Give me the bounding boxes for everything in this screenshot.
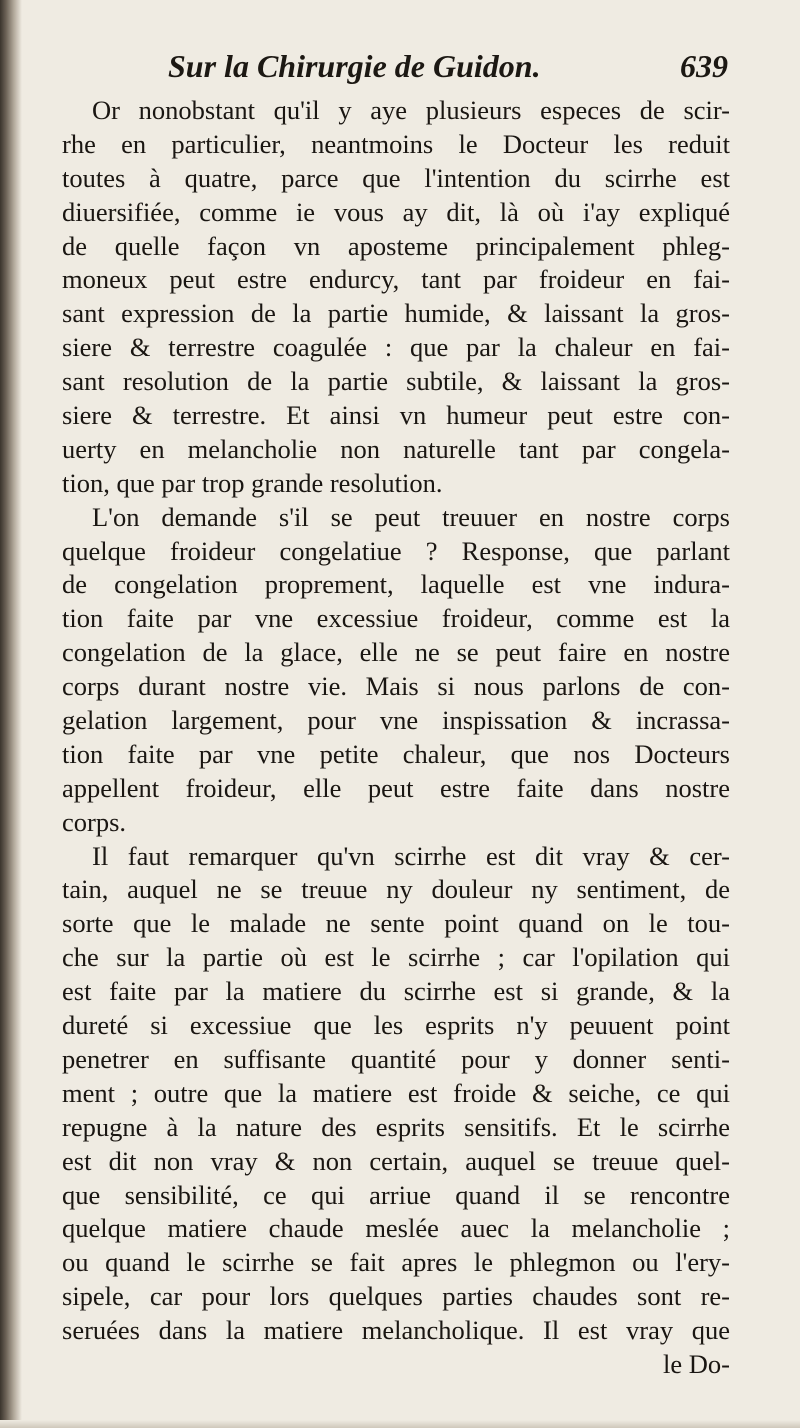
- text-line: corps durant nostre vie. Mais si nous parlons de con-: [62, 671, 730, 702]
- text-line: tain, auquel ne se treuue ny douleur ny sentiment, de: [62, 874, 730, 905]
- text-line: gelation largement, pour vne inspissation & incrassa-: [62, 705, 730, 736]
- text-line: Il faut remarquer qu'vn scirrhe est dit vray & cer-: [92, 840, 730, 871]
- text-line: sant resolution de la partie subtile, & laissant la gros-: [62, 366, 730, 397]
- text-line: siere & terrestre. Et ainsi vn humeur peut estre con-: [62, 400, 730, 431]
- text-line: le Do-: [663, 1348, 730, 1379]
- text-line: moneux peut estre endurcy, tant par froideur en fai-: [62, 264, 730, 295]
- page-header: [168, 44, 728, 94]
- text-line: tion faite par vne petite chaleur, que nos Docteurs: [62, 738, 730, 769]
- text-line: rhe en particulier, neantmoins le Docteur les reduit: [62, 128, 730, 159]
- text-line: che sur la partie où est le scirrhe ; car l'opilation qui: [62, 942, 730, 973]
- text-line: est dit non vray & non certain, auquel se treuue quel-: [62, 1145, 730, 1176]
- body-text: [62, 94, 730, 1382]
- text-line: seruées dans la matiere melancholique. Il est vray que: [62, 1315, 730, 1346]
- text-line: penetrer en suffisante quantité pour y donner senti-: [62, 1043, 730, 1074]
- text-line: tion, que par trop grande resolution.: [62, 467, 443, 498]
- text-line: L'on demande s'il se peut treuuer en nostre corps: [92, 501, 730, 532]
- running-title: Sur la Chirurgie de Guidon.: [168, 48, 541, 84]
- text-line: appellent froideur, elle peut estre faite dans nostre: [62, 772, 730, 803]
- text-line: congelation de la glace, elle ne se peut faire en nostre: [62, 637, 730, 668]
- text-line: toutes à quatre, parce que l'intention du scirrhe est: [62, 162, 730, 193]
- text-line: uerty en melancholie non naturelle tant par congela-: [62, 433, 730, 464]
- text-line: ment ; outre que la matiere est froide & seiche, ce qui: [62, 1077, 730, 1108]
- text-line: dureté si excessiue que les esprits n'y peuuent point: [62, 1010, 730, 1041]
- text-line: Or nonobstant qu'il y aye plusieurs especes de scir-: [92, 95, 730, 125]
- text-line: quelque froideur congelatiue ? Response, que parlant: [62, 535, 730, 566]
- text-line: ou quand le scirrhe se fait apres le phlegmon ou l'ery-: [62, 1247, 730, 1278]
- page-number: 639: [680, 48, 728, 84]
- text-line: de congelation proprement, laquelle est vne indura-: [62, 569, 730, 600]
- text-line: tion faite par vne excessiue froideur, comme est la: [62, 603, 730, 634]
- text-line: sant expression de la partie humide, & laissant la gros-: [62, 298, 730, 329]
- page-bottom-edge: [0, 1420, 800, 1428]
- text-line: quelque matiere chaude meslée auec la melancholie ;: [62, 1213, 730, 1244]
- text-line: siere & terrestre coagulée : que par la chaleur en fai-: [62, 332, 730, 363]
- text-line: sorte que le malade ne sente point quand on le tou-: [62, 908, 730, 939]
- text-line: que sensibilité, ce qui arriue quand il se rencontre: [62, 1179, 730, 1210]
- text-line: diuersifiée, comme ie vous ay dit, là où i'ay expliqué: [62, 196, 730, 227]
- text-line: de quelle façon vn aposteme principalement phleg-: [62, 230, 730, 261]
- page-gutter-shadow: [0, 0, 22, 1428]
- text-line: est faite par la matiere du scirrhe est si grande, & la: [62, 976, 730, 1007]
- text-line: sipele, car pour lors quelques parties chaudes sont re-: [62, 1281, 730, 1312]
- text-line: corps.: [62, 806, 127, 837]
- text-line: repugne à la nature des esprits sensitifs. Et le scirrhe: [62, 1111, 730, 1142]
